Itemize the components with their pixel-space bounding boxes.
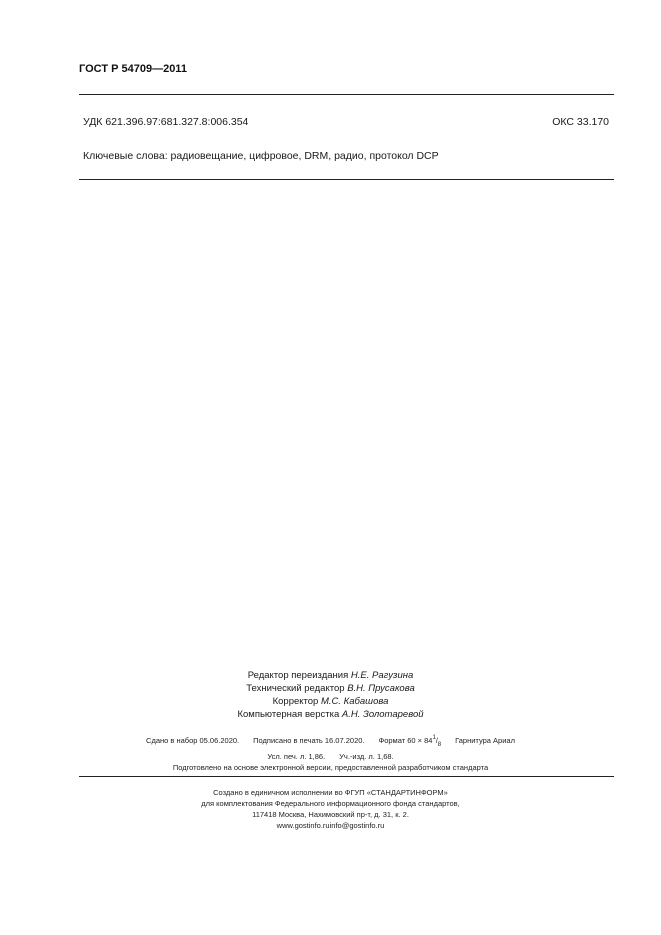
typeface: Гарнитура Ариал [455,736,515,745]
oks-code: ОКС 33.170 [552,116,609,128]
credit-layout [0,708,661,721]
email-link[interactable]: info@gostinfo.ru [329,821,385,830]
publication-row-1 [0,733,661,751]
print-sheets: Усл. печ. л. 1,86. [267,752,326,761]
publication-row-3 [0,762,661,773]
layout-label: Компьютерная верстка [237,709,340,720]
website-link[interactable]: www.gostinfo.ru [276,821,330,830]
footer-line-3: 117418 Москва, Нахимовский пр-т, д. 31, к. 2. [252,810,409,819]
credit-corrector [0,695,661,708]
publication-info [0,733,661,773]
document-code: ГОСТ Р 54709—2011 [79,63,187,75]
corrector-name: М.С. Кабашова [320,696,389,707]
format-prefix: Формат 60 × 84 [378,736,433,745]
keywords-divider [79,179,614,180]
keywords: Ключевые слова: радиовещание, цифровое, DRM, радио, протокол DCP [83,150,439,162]
prepared-note: Подготовлено на основе электронной версии, предоставленной разработчиком стандарта [172,763,489,772]
publication-row-2 [0,751,661,762]
format-numerator: 1 [432,735,436,741]
footer-divider [79,776,614,777]
credit-editor [0,669,661,682]
corrector-label: Корректор [272,696,319,707]
layout-name: А.Н. Золотаревой [341,709,424,720]
top-divider [79,94,614,95]
footer-line-2: для комплектования Федерального информационного фонда стандартов, [201,799,460,808]
tech-editor-label: Технический редактор [246,683,345,694]
tech-editor-name: В.Н. Прусакова [347,683,415,694]
editor-label: Редактор переиздания [247,670,349,681]
format-fraction: $^1/_8$ [432,735,442,748]
format-denominator: 8 [437,742,442,748]
publisher-sheets: Уч.-изд. л. 1,68. [339,752,394,761]
credit-tech-editor [0,682,661,695]
footer-line-1: Создано в единичном исполнении во ФГУП «СТАНДАРТИНФОРМ» [213,788,448,797]
footer-block [0,787,661,831]
udc-code: УДК 621.396.97:681.327.8:006.354 [83,116,249,128]
footer-contacts [0,820,661,831]
editor-name: Н.Е. Рагузина [350,670,414,681]
submitted-date: Сдано в набор 05.06.2020. [146,736,240,745]
credits-block [0,669,661,721]
signed-date: Подписано в печать 16.07.2020. [253,736,365,745]
